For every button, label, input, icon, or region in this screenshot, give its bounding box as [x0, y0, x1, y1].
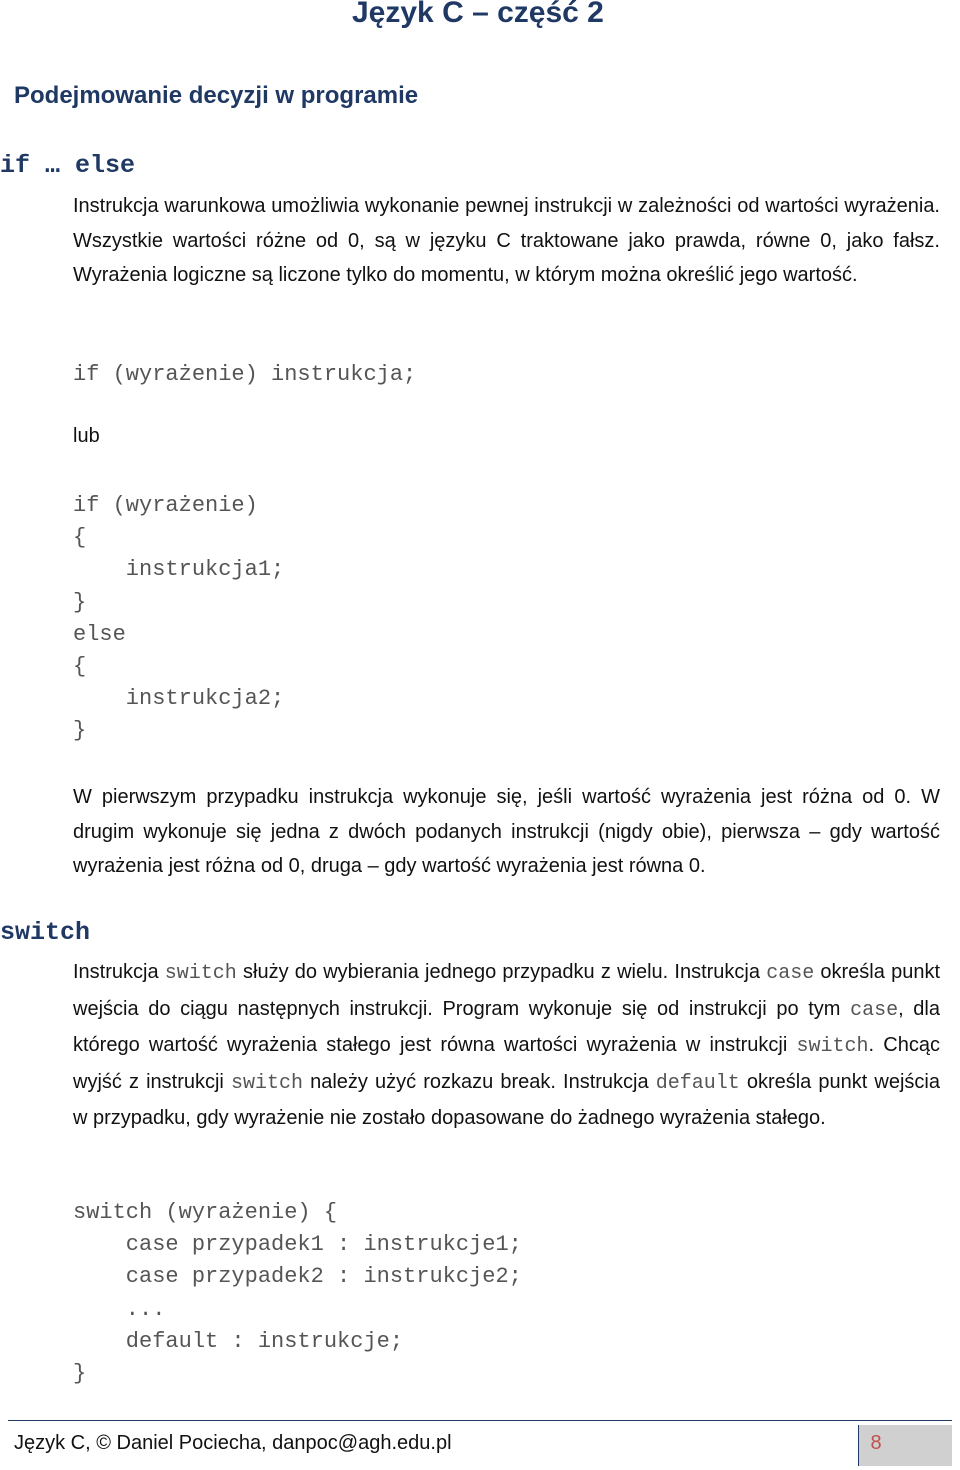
inline-code-default: default: [655, 1071, 740, 1095]
if-else-description: Instrukcja warunkowa umożliwia wykonanie pewnej instrukcji w zależności od wartości wyrażenia. Wszystkie wartości różne od 0, są w języku C traktowane jako prawda, równe 0, jako fałsz. Wyrażenia logiczne są liczone tylko do momentu, w którym można określić jego wartość.: [73, 195, 940, 287]
code-if-short: if (wyrażenie) instrukcja;: [73, 362, 417, 387]
switch-text-4: , dla którego wartość wyrażenia stałego jest równa wartości wyrażenia w instrukcji: [73, 997, 940, 1057]
code-switch-block: switch (wyrażenie) { case przypadek1 : instrukcje1; case przypadek2 : instrukcje2; ... default : instrukcje; }: [73, 1200, 522, 1387]
switch-text-2: służy do wybierania jednego przypadku z wielu. Instrukcja: [236, 961, 767, 983]
inline-code-switch: switch: [796, 1035, 869, 1059]
switch-text-7: określa punkt wejścia w przypadku, gdy wyrażenie nie zostało dopasowane do żadnego wyrażenia stałego.: [73, 1070, 940, 1130]
code-if-else-block: if (wyrażenie) { instrukcja1; } else { instrukcja2; }: [73, 493, 285, 744]
inline-code-switch: switch: [164, 962, 237, 985]
switch-text-6: należy użyć rozkazu break. Instrukcja: [302, 1070, 656, 1093]
page-number: 8: [870, 1432, 882, 1454]
footer-divider: [8, 1420, 952, 1421]
section-heading: Podejmowanie decyzji w programie: [14, 82, 419, 109]
switch-text-3: określa punkt wejścia do ciągu następnych instrukcji. Program wykonuje się od instrukcji po tym: [73, 961, 940, 1020]
switch-keyword-heading: switch: [0, 918, 91, 947]
footer-text: Język C, © Daniel Pociecha, danpoc@agh.edu.pl: [14, 1432, 452, 1454]
switch-text-1: Instrukcja: [73, 961, 165, 983]
or-label: lub: [73, 425, 100, 447]
if-else-explanation: W pierwszym przypadku instrukcja wykonuje się, jeśli wartość wyrażenia jest różna od 0. W drugim wykonuje się jedna z dwóch podanych instrukcji (nigdy obie), pierwsza – gdy wartość wyrażenia jest różna od 0, druga – gdy wartość wyrażenia jest równa 0.: [73, 786, 940, 878]
switch-description: [73, 955, 940, 1136]
inline-code-case: case: [766, 962, 815, 985]
document-title: Język C – część 2: [352, 0, 604, 29]
switch-text-5: . Chcąc wyjść z instrukcji: [73, 1034, 940, 1093]
inline-code-switch: switch: [230, 1071, 303, 1095]
if-else-keyword-heading: if … else: [0, 151, 136, 180]
inline-code-case: case: [850, 998, 899, 1022]
